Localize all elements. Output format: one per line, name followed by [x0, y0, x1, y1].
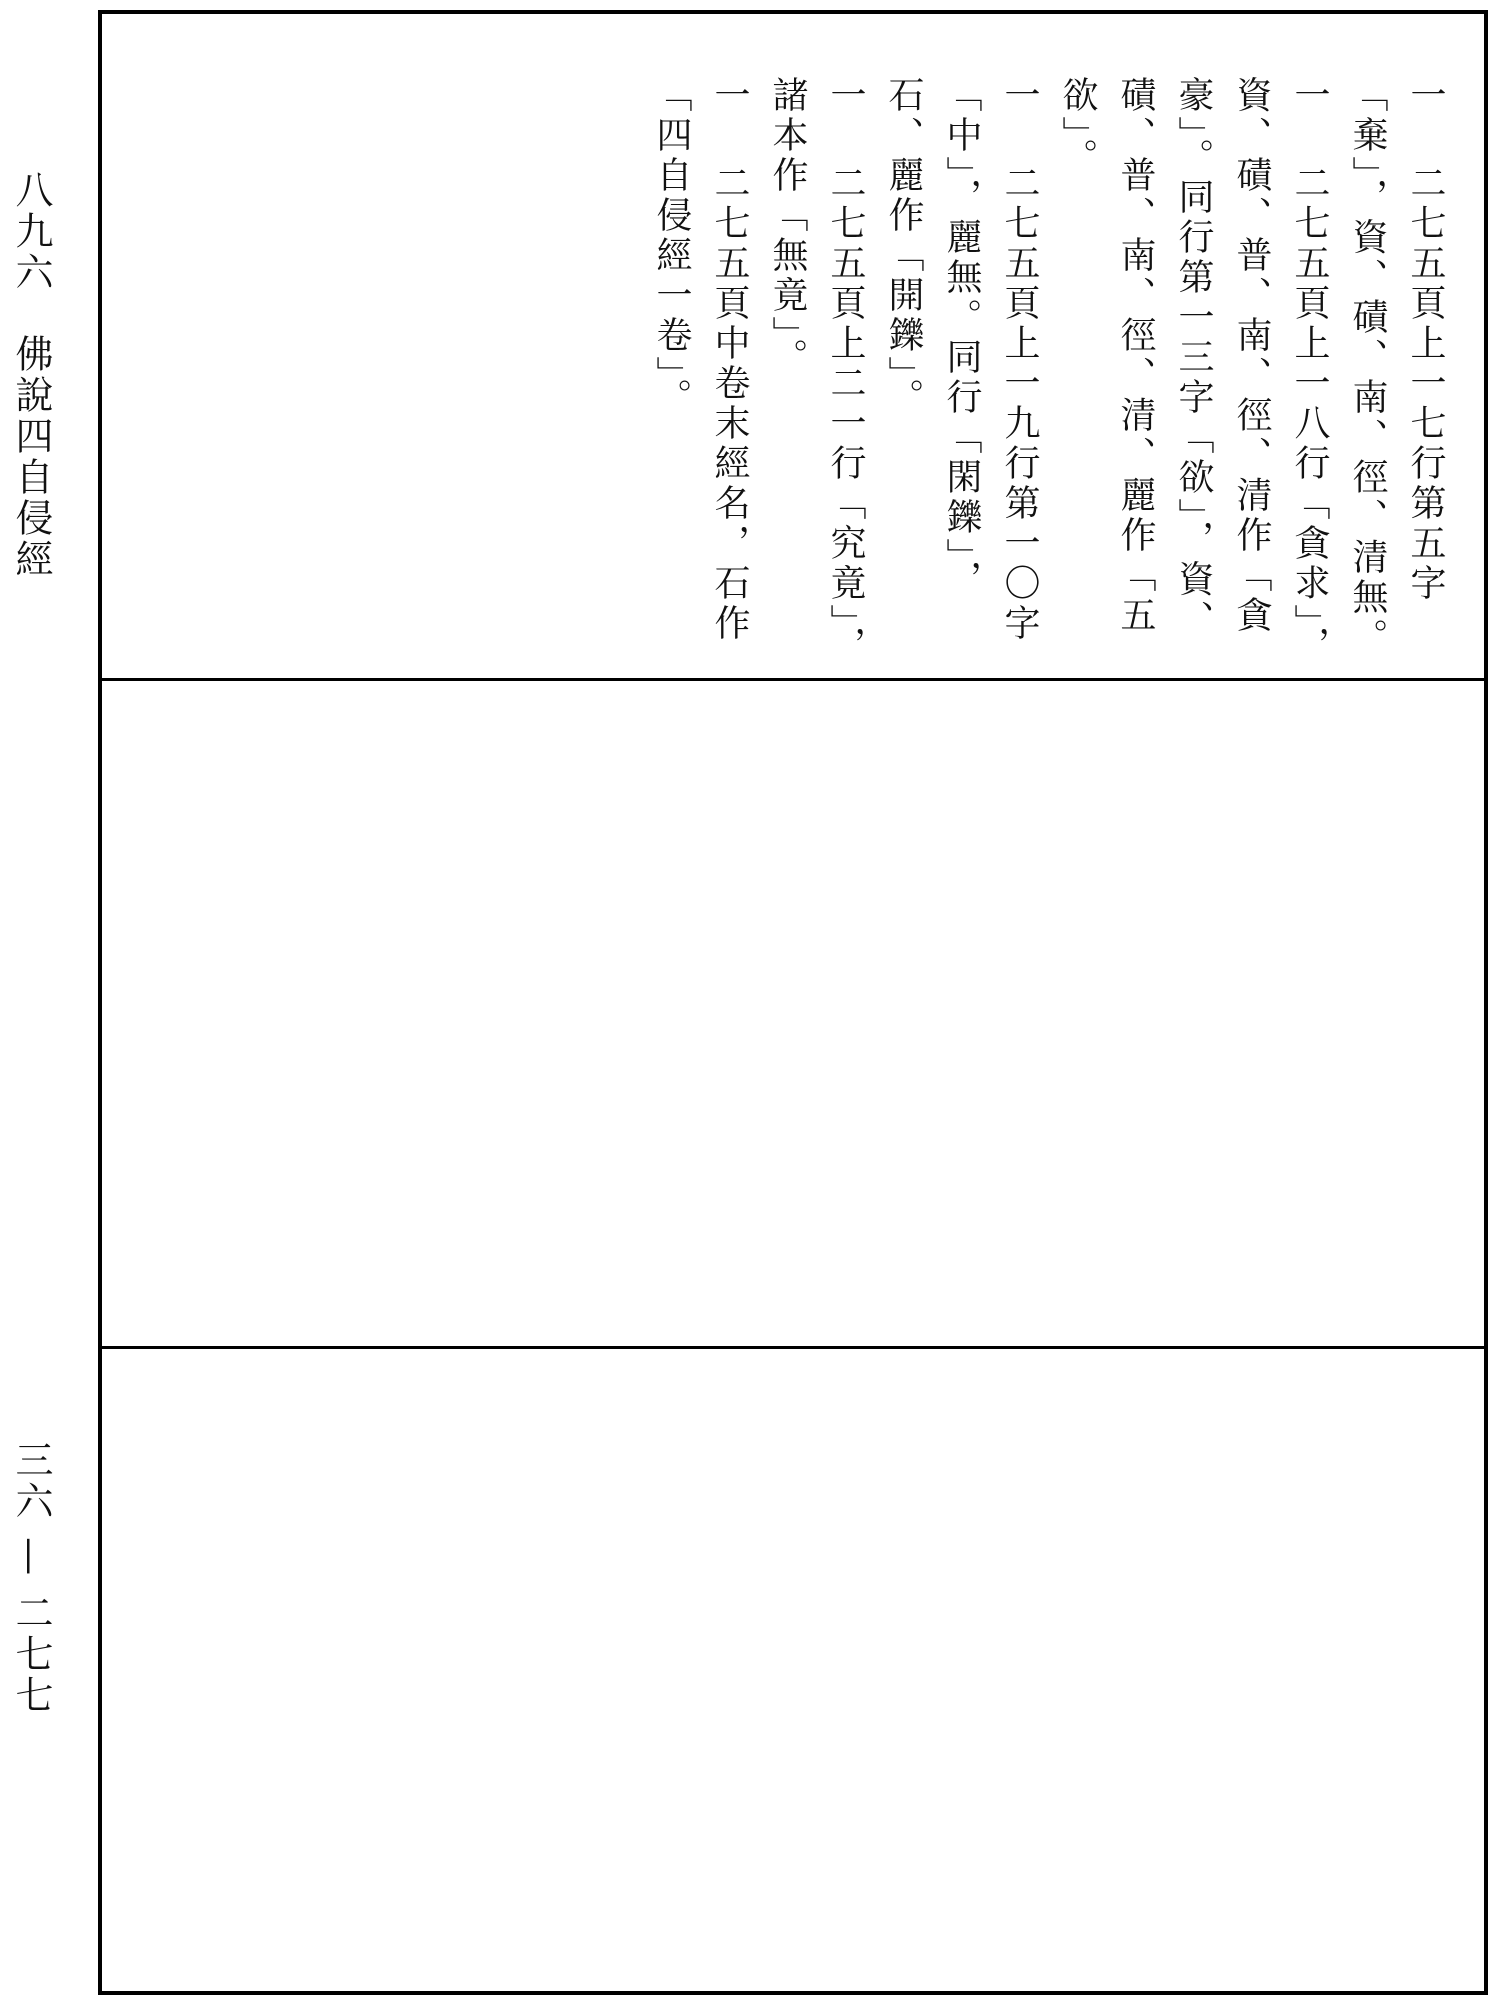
section-divider-bottom [102, 1346, 1484, 1349]
note-5 [642, 76, 758, 666]
note-2 [1048, 76, 1338, 666]
note-marker: 一 [999, 76, 1040, 116]
page-frame [98, 10, 1488, 1995]
note-marker: 一 [1289, 76, 1330, 116]
note-3 [874, 76, 1048, 666]
note-marker: 一 [709, 76, 750, 116]
note-text: 二七五頁上一七行第五字「棄」，資、磧、南、徑、清無。 [1347, 76, 1446, 658]
note-marker: 一 [825, 76, 866, 116]
collation-notes [642, 76, 1454, 666]
section-divider-top [102, 678, 1484, 681]
note-text: 二七五頁中卷末經名，石作「四自侵經一卷」。 [651, 76, 750, 644]
margin-page-number: 三六 — 二七七 [9, 1440, 53, 1717]
note-1 [1338, 76, 1454, 666]
note-text: 二七五頁上一九行第一〇字「中」，麗無。同行「閑鑠」，石、麗作「開鑠」。 [883, 76, 1040, 644]
note-text: 二七五頁上二一行「究竟」，諸本作「無竟」。 [767, 76, 866, 666]
note-text: 二七五頁上一八行「貪求」，資、磧、普、南、徑、清作「貪豪」。同行第一三字「欲」，資、磧、普、南、徑、清、麗作「五欲」。 [1057, 76, 1330, 666]
note-marker: 一 [1405, 76, 1446, 116]
margin-title: 八九六 佛說四自侵經 [9, 170, 53, 580]
note-4 [758, 76, 874, 666]
